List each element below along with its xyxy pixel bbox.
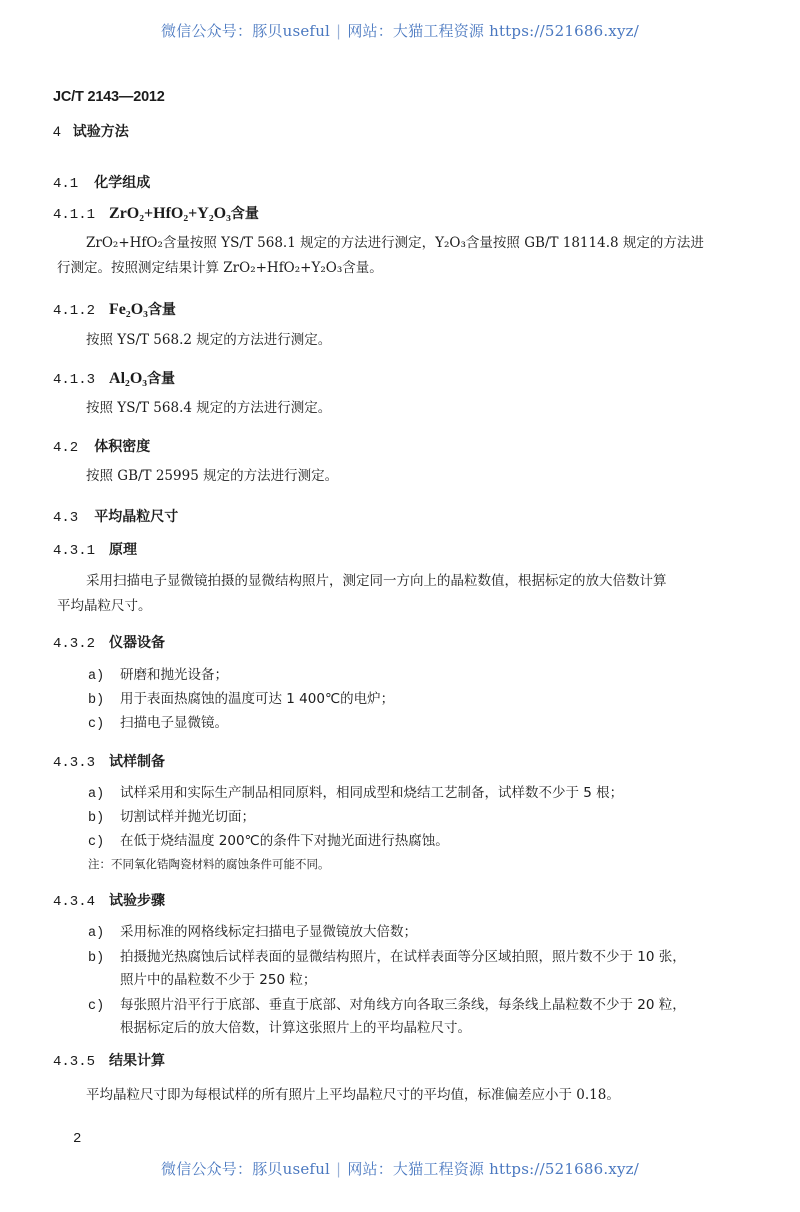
section-4-heading xyxy=(53,121,129,141)
section-4-1-heading xyxy=(53,172,150,192)
section-4-1-3-heading xyxy=(53,368,175,388)
list-marker: a) xyxy=(88,926,105,941)
list-text: 采用标准的网格线标定扫描电子显微镜放大倍数； xyxy=(120,924,417,940)
list-text-line2: 照片中的晶粒数不少于 250 粒； xyxy=(120,972,317,988)
list-item xyxy=(88,806,255,830)
watermark-separator: | xyxy=(336,22,342,40)
section-4-1-1-body-line1: ZrO₂+HfO₂含量按照 YS/T 568.1 规定的方法进行测定，Y₂O₃含量按照 GB/T 18114.8 规定的方法进 xyxy=(86,235,704,251)
section-4-3-5-body: 平均晶粒尺寸即为每根试样的所有照片上平均晶粒尺寸的平均值，标准偏差应小于 0.18。 xyxy=(86,1087,620,1103)
section-4-3-1-heading xyxy=(53,539,137,559)
list-marker: b) xyxy=(88,951,105,966)
section-title-suffix: 含量 xyxy=(147,302,176,318)
section-4-1-1-heading xyxy=(53,203,259,223)
list-marker: c) xyxy=(88,999,105,1014)
section-4-3-5-heading xyxy=(53,1050,165,1070)
list-marker: a) xyxy=(88,669,105,684)
section-4-2-body: 按照 GB/T 25995 规定的方法进行测定。 xyxy=(86,468,339,484)
section-title: 试验步骤 xyxy=(109,893,166,909)
section-number: 4.1.1 xyxy=(53,207,96,223)
section-number: 4.1.2 xyxy=(53,303,96,319)
section-number: 4.1 xyxy=(53,176,79,192)
list-item xyxy=(88,946,686,992)
list-text: 在低于烧结温度 200℃的条件下对抛光面进行热腐蚀。 xyxy=(120,833,449,849)
section-4-1-1-body-line2: 行测定。按照测定结果计算 ZrO₂+HfO₂+Y₂O₃含量。 xyxy=(57,260,383,276)
list-item xyxy=(88,664,228,688)
section-title: 化学组成 xyxy=(94,175,151,191)
section-title: 结果计算 xyxy=(109,1053,166,1069)
section-title: 原理 xyxy=(109,542,138,558)
section-number: 4.3.4 xyxy=(53,894,96,910)
section-number: 4.3 xyxy=(53,510,79,526)
list-marker: c) xyxy=(88,717,105,732)
section-number: 4.3.3 xyxy=(53,755,96,771)
section-title-suffix: 含量 xyxy=(230,206,259,222)
watermark-separator: | xyxy=(336,1160,342,1178)
section-4-3-4-heading xyxy=(53,890,165,910)
list-item xyxy=(88,830,449,854)
section-title: 平均晶粒尺寸 xyxy=(94,509,179,525)
section-4-3-1-body-line2: 平均晶粒尺寸。 xyxy=(57,598,152,614)
list-item xyxy=(88,921,417,945)
section-4-1-2-body: 按照 YS/T 568.2 规定的方法进行测定。 xyxy=(86,332,332,348)
list-text: 扫描电子显微镜。 xyxy=(120,715,228,731)
section-4-1-3-body: 按照 YS/T 568.4 规定的方法进行测定。 xyxy=(86,400,332,416)
section-4-3-1-body-line1: 采用扫描电子显微镜拍摄的显微结构照片，测定同一方向上的晶粒数值，根据标定的放大倍数计算 xyxy=(86,573,667,589)
section-number: 4 xyxy=(53,123,61,139)
section-number: 4.3.5 xyxy=(53,1054,96,1070)
section-number: 4.1.3 xyxy=(53,372,96,388)
list-marker: c) xyxy=(88,835,105,850)
section-4-3-heading xyxy=(53,506,178,526)
note: 注：不同氧化锆陶瓷材料的腐蚀条件可能不同。 xyxy=(88,857,330,871)
watermark-site: 网站：大猫工程资源 https://521686.xyz/ xyxy=(347,22,639,40)
list-text-line1: 每张照片沿平行于底部、垂直于底部、对角线方向各取三条线，每条线上晶粒数不少于 20 粒， xyxy=(120,997,686,1013)
section-4-1-2-heading xyxy=(53,299,176,319)
section-4-2-heading xyxy=(53,436,150,456)
list-text xyxy=(120,946,686,992)
section-4-3-2-heading xyxy=(53,632,165,652)
section-title-suffix: 含量 xyxy=(147,371,176,387)
list-item xyxy=(88,994,686,1040)
section-4-3-3-heading xyxy=(53,751,165,771)
list-text: 研磨和抛光设备； xyxy=(120,667,228,683)
watermark-wechat: 微信公众号：豚贝useful xyxy=(161,1160,331,1178)
list-marker: b) xyxy=(88,693,105,708)
list-text-line2: 根据标定后的放大倍数，计算这张照片上的平均晶粒尺寸。 xyxy=(120,1020,471,1036)
page-number: 2 xyxy=(73,1131,82,1147)
section-formula: ZrO₂+HfO₂+Y₂O₃ xyxy=(109,205,231,222)
list-text-line1: 拍摄抛光热腐蚀后试样表面的显微结构照片，在试样表面等分区域拍照，照片数不少于 10 张， xyxy=(120,949,686,965)
section-number: 4.2 xyxy=(53,440,79,456)
section-title: 试验方法 xyxy=(72,124,129,140)
section-formula: Al₂O₃ xyxy=(109,370,148,387)
list-marker: b) xyxy=(88,811,105,826)
section-formula: Fe₂O₃ xyxy=(109,301,148,318)
watermark-wechat: 微信公众号：豚贝useful xyxy=(161,22,331,40)
list-text: 用于表面热腐蚀的温度可达 1 400℃的电炉； xyxy=(120,691,395,707)
section-title: 仪器设备 xyxy=(109,635,166,651)
list-item xyxy=(88,782,623,806)
list-item xyxy=(88,688,394,712)
section-title: 试样制备 xyxy=(109,754,166,770)
watermark-site: 网站：大猫工程资源 https://521686.xyz/ xyxy=(347,1160,639,1178)
section-number: 4.3.1 xyxy=(53,543,96,559)
list-item xyxy=(88,712,228,736)
watermark-top xyxy=(0,20,800,41)
list-text: 试样采用和实际生产制品相同原料，相同成型和烧结工艺制备，试样数不少于 5 根； xyxy=(120,785,624,801)
section-number: 4.3.2 xyxy=(53,636,96,652)
list-text xyxy=(120,994,686,1040)
section-title: 体积密度 xyxy=(94,439,151,455)
document-code: JC/T 2143—2012 xyxy=(53,89,165,105)
list-marker: a) xyxy=(88,787,105,802)
watermark-bottom xyxy=(0,1158,800,1179)
list-text: 切割试样并抛光切面； xyxy=(120,809,255,825)
